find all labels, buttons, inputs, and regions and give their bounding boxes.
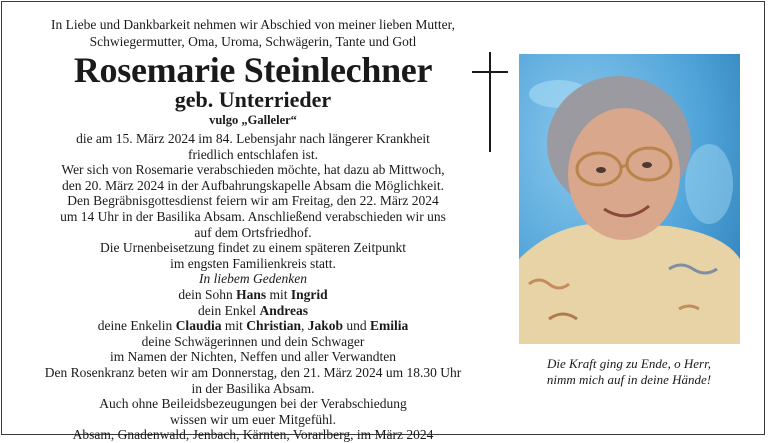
mourner-text: deine Enkelin bbox=[97, 318, 176, 334]
intro-line: In Liebe und Dankbarkeit nehmen wir Abschied von meiner lieben Mutter, bbox=[51, 17, 455, 32]
mourner-name: Andreas bbox=[259, 302, 308, 318]
mourner-grandson bbox=[14, 303, 492, 319]
mourner-text: mit bbox=[266, 286, 291, 302]
body-line: den 20. März 2024 in der Aufbahrungskapelle Absam die Möglichkeit. bbox=[61, 177, 445, 193]
mourner-name: Jakob bbox=[307, 318, 344, 334]
body-line: im Namen der Nichten, Neffen und aller Verwandten bbox=[110, 349, 396, 365]
intro bbox=[14, 16, 492, 50]
body-line: Die Urnenbeisetzung findet zu einem späteren Zeitpunkt bbox=[100, 240, 406, 256]
remembrance-line: In liebem Gedenken bbox=[199, 271, 307, 287]
portrait-illustration bbox=[519, 54, 740, 344]
intro-line: Schwiegermutter, Oma, Uroma, Schwägerin, Tante und Gotl bbox=[89, 34, 417, 49]
body-line: wissen wir um euer Mitgefühl. bbox=[169, 411, 337, 427]
mourner-name: Claudia bbox=[175, 318, 222, 334]
body-line: im engsten Familienkreis statt. bbox=[170, 255, 336, 271]
mourner-son bbox=[14, 287, 492, 303]
portrait-photo bbox=[519, 54, 740, 344]
notice-body bbox=[14, 131, 492, 443]
mourner-name: Christian bbox=[246, 318, 301, 334]
verse-line: nimm mich auf in deine Hände! bbox=[546, 372, 712, 387]
deceased-name: Rosemarie Steinlechner bbox=[73, 50, 433, 90]
maiden-name: geb. Unterrieder bbox=[174, 87, 332, 112]
verse-line: Die Kraft ging zu Ende, o Herr, bbox=[547, 356, 711, 371]
body-line: deine Schwägerinnen und dein Schwager bbox=[141, 333, 365, 349]
mourner-text: dein Enkel bbox=[198, 302, 260, 318]
obituary-text bbox=[14, 16, 492, 443]
cross-icon bbox=[472, 52, 508, 152]
nickname: vulgo „Galleler“ bbox=[209, 113, 297, 127]
mourner-text: dein Sohn bbox=[178, 286, 237, 302]
body-line: um 14 Uhr in der Basilika Absam. Anschließend verabschieden wir uns bbox=[60, 208, 446, 224]
mourner-name: Ingrid bbox=[290, 286, 328, 302]
mourner-text: mit bbox=[221, 318, 247, 334]
mourner-granddaughter bbox=[14, 318, 492, 334]
body-line: die am 15. März 2024 im 84. Lebensjahr nach längerer Krankheit bbox=[76, 131, 430, 146]
body-line: Auch ohne Beileidsbezeugungen bei der Verabschiedung bbox=[99, 396, 407, 412]
body-line: friedlich entschlafen ist. bbox=[187, 146, 319, 162]
mourner-name: Emilia bbox=[370, 318, 409, 334]
body-line: Den Begräbnisgottesdienst feiern wir am Freitag, den 22. März 2024 bbox=[67, 193, 439, 209]
mourner-name: Hans bbox=[236, 286, 267, 302]
body-line: Wer sich von Rosemarie verabschieden möchte, hat dazu ab Mittwoch, bbox=[61, 162, 445, 178]
place-date-line: Absam, Gnadenwald, Jenbach, Kärnten, Vorarlberg, im März 2024 bbox=[72, 427, 434, 443]
body-line: Den Rosenkranz beten wir am Donnerstag, den 21. März 2024 um 18.30 Uhr bbox=[44, 364, 462, 380]
body-line: auf dem Ortsfriedhof. bbox=[194, 224, 312, 240]
mourner-text: , bbox=[301, 318, 308, 334]
body-line: in der Basilika Absam. bbox=[191, 380, 315, 396]
memorial-verse bbox=[509, 356, 749, 388]
mourner-text: und bbox=[343, 318, 371, 334]
